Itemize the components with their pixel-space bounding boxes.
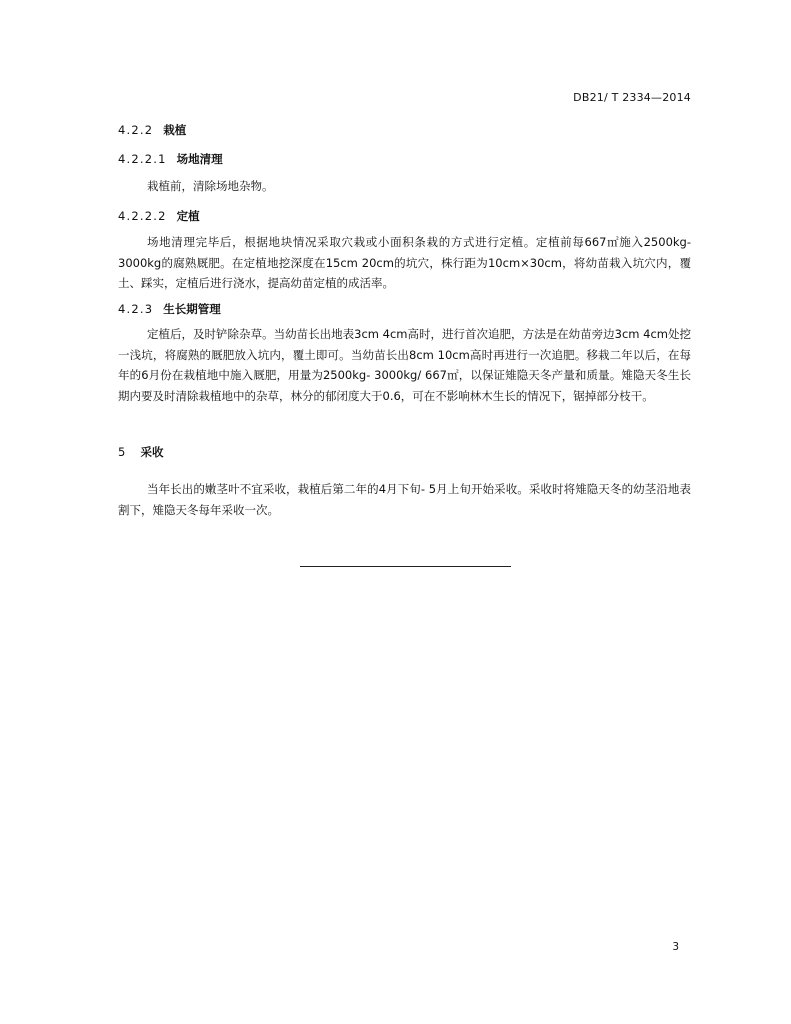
heading-4-2-2 — [118, 122, 186, 138]
section-title: 定植 — [176, 209, 200, 223]
heading-4-2-3 — [118, 301, 221, 317]
page-number: 3 — [672, 941, 679, 953]
section-title: 场地清理 — [176, 152, 223, 166]
section-number: 4.2.2.1 — [118, 152, 167, 166]
section-number: 4.2.2 — [118, 123, 154, 137]
paragraph-harvest: 当年长出的嫩茎叶不宜采收，栽植后第二年的4月下旬- 5月上旬开始采收。采收时将雉隐天冬的幼茎沿地表割下，雉隐天冬每年采收一次。 — [118, 482, 691, 517]
heading-4-2-2-1 — [118, 151, 223, 167]
section-title: 生长期管理 — [163, 302, 221, 316]
end-rule — [300, 566, 511, 567]
section-title: 采收 — [140, 445, 164, 459]
section-title: 栽植 — [163, 123, 187, 137]
heading-4-2-2-2 — [118, 208, 200, 224]
standard-code: DB21/ T 2334—2014 — [573, 91, 691, 104]
section-number: 5 — [118, 445, 127, 459]
section-number: 4.2.3 — [118, 302, 154, 316]
paragraph-planting: 场地清理完毕后，根据地块情况采取穴栽或小面积条栽的方式进行定植。定植前每667㎡施入2500kg- 3000kg的腐熟厩肥。在定植地挖深度在15cm 20cm的坑穴，株行距为10cm×30cm，将幼苗栽入坑穴内，覆土、踩实，定植后进行浇水，提高幼苗定植的成活率。 — [118, 235, 691, 290]
paragraph-site-clearing: 栽植前，清除场地杂物。 — [147, 179, 274, 193]
section-number: 4.2.2.2 — [118, 209, 167, 223]
heading-5 — [118, 444, 164, 460]
paragraph-growth-management: 定植后，及时铲除杂草。当幼苗长出地表3cm 4cm高时，进行首次追肥，方法是在幼苗旁边3cm 4cm处挖一浅坑，将腐熟的厩肥放入坑内，覆土即可。当幼苗长出8cm 10cm高时再进行一次追肥。移栽二年以后，在每年的6月份在栽植地中施入厩肥，用量为2500kg- 3000kg/ 667㎡，以保证雉隐天冬产量和质量。雉隐天冬生长期内要及时清除栽植地中的杂草，林分的郁闭度大于0.6，可在不影响林木生长的情况下，锯掉部分枝干。 — [118, 327, 691, 403]
